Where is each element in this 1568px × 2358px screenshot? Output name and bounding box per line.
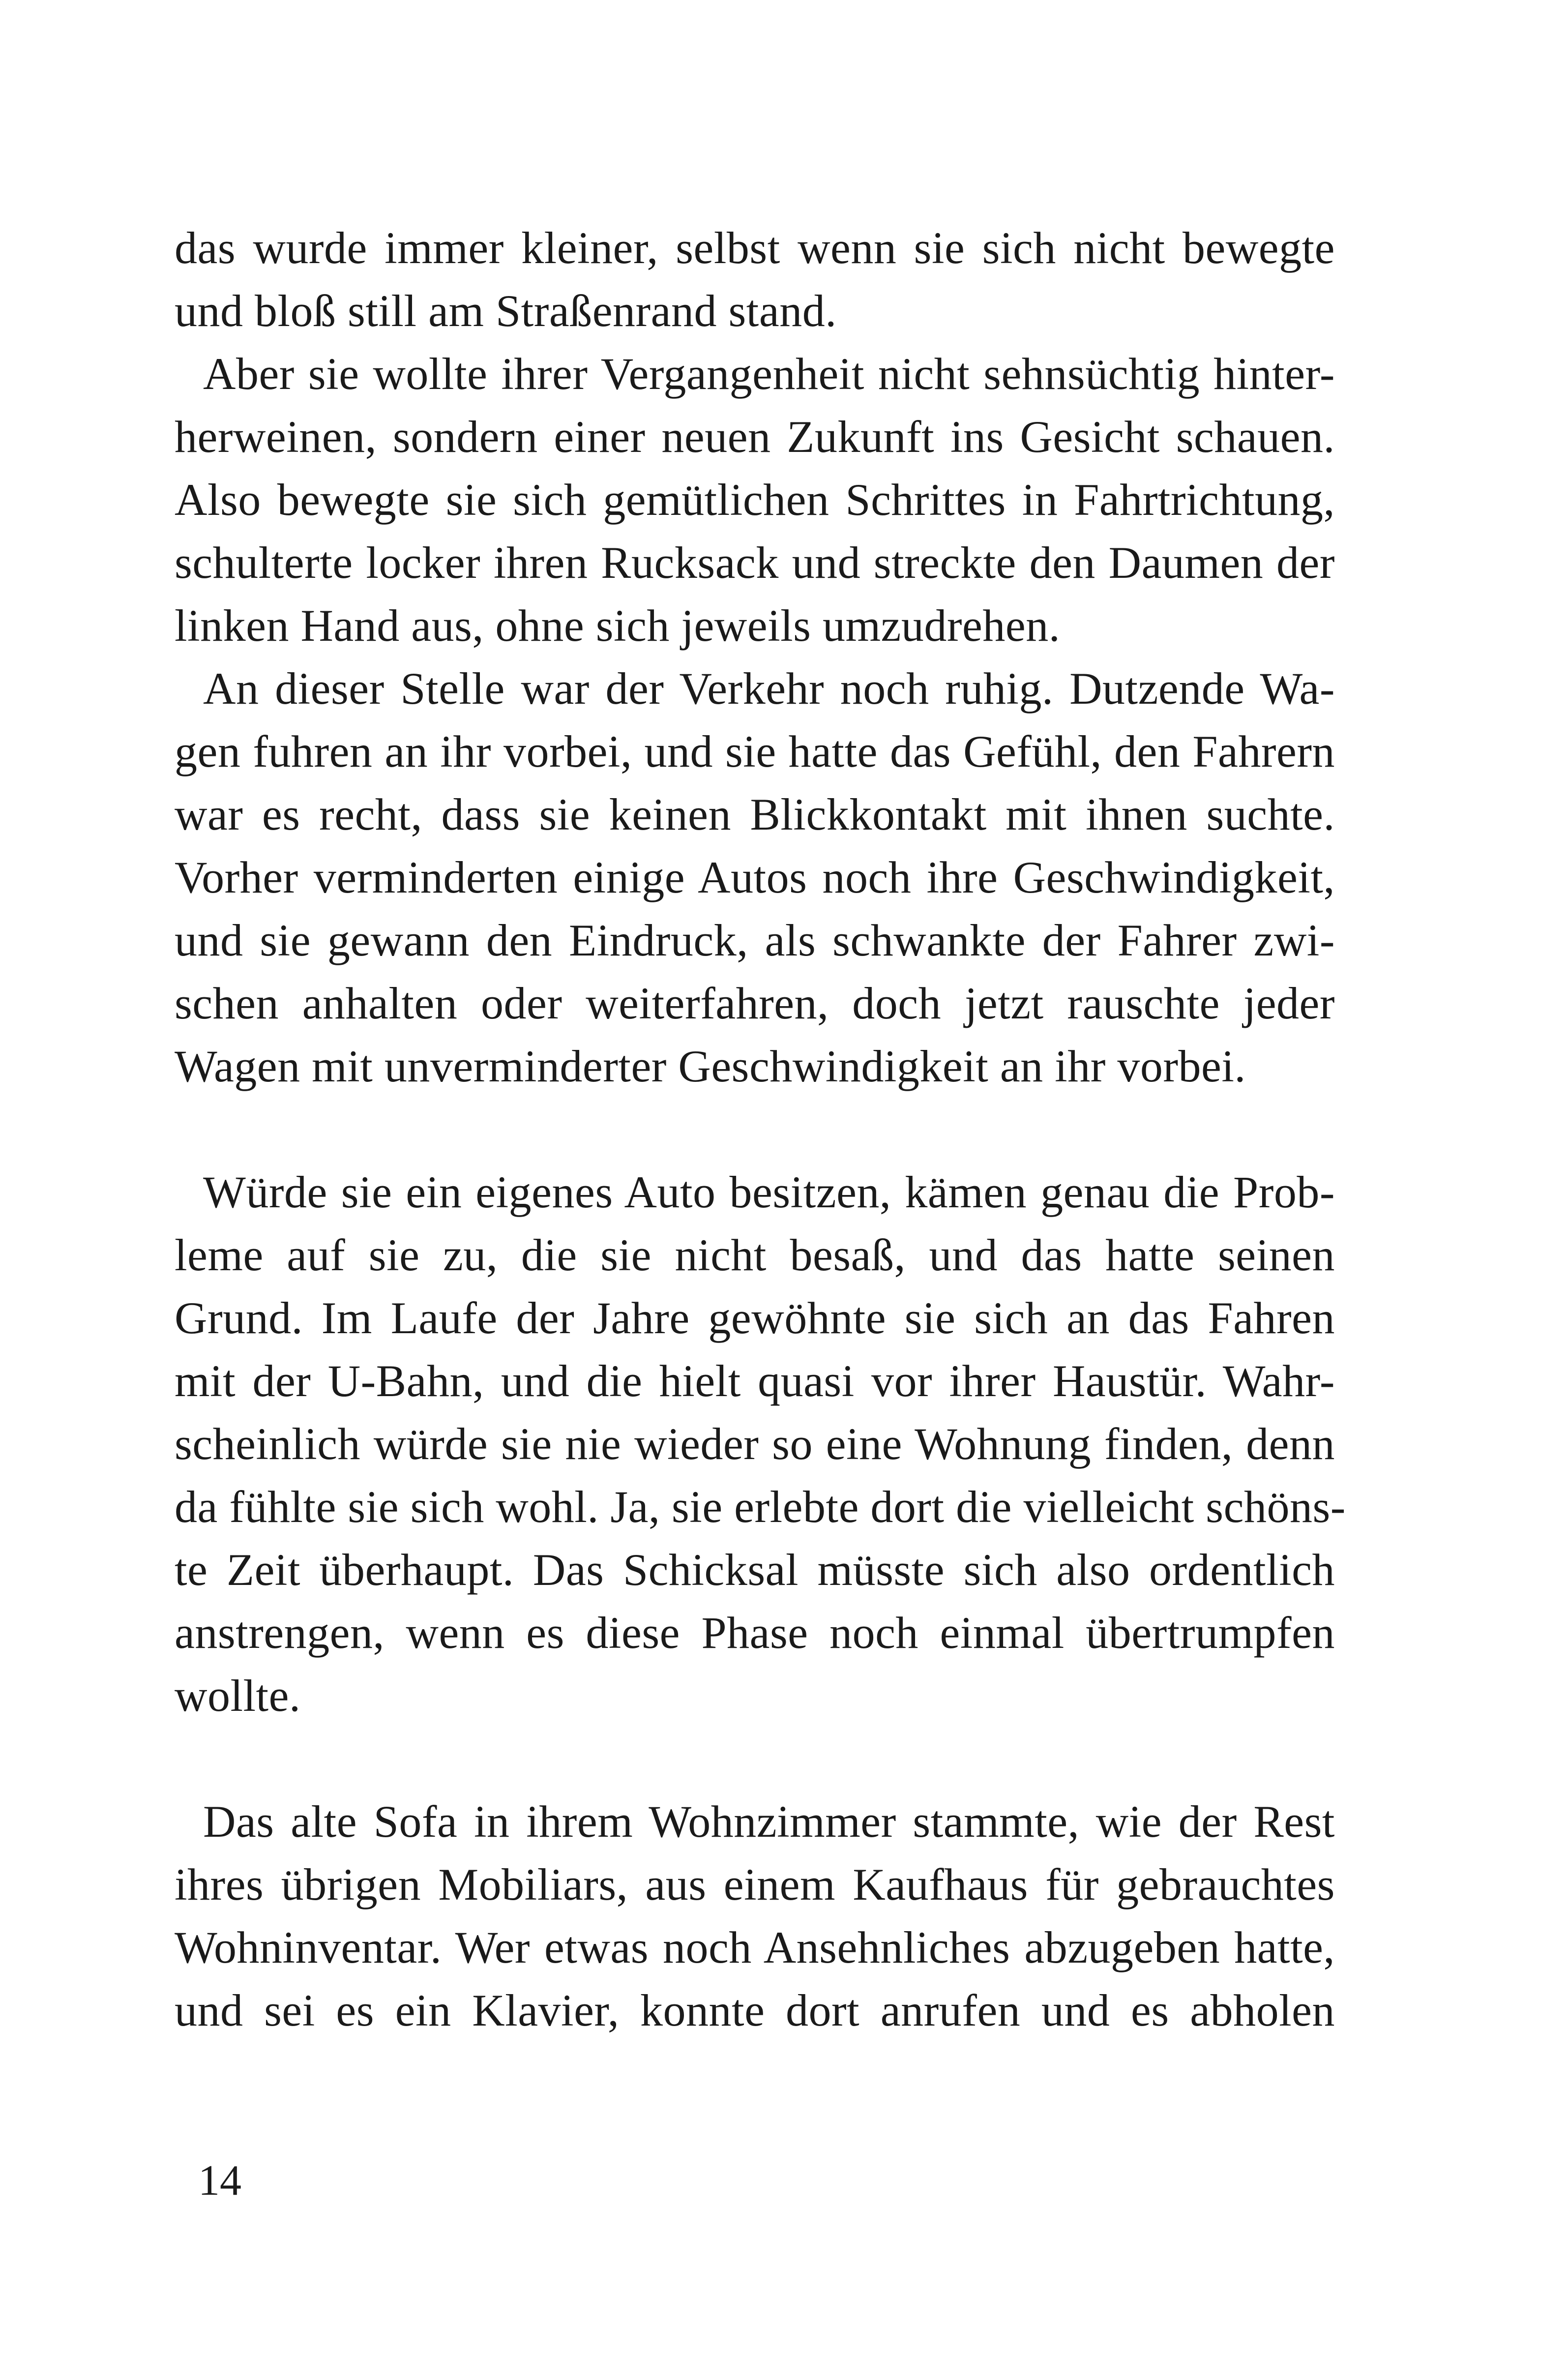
text-line: Das alte Sofa in ihrem Wohnzimmer stammte, wie der Rest <box>203 1796 1335 1847</box>
paragraph <box>175 216 1335 342</box>
paragraph <box>175 342 1335 657</box>
text-line: Wohninventar. Wer etwas noch Ansehnliches abzugeben hatte, <box>175 1922 1335 1972</box>
text-line: herweinen, sondern einer neuen Zukunft ins Gesicht schauen. <box>175 412 1335 462</box>
text-line: scheinlich würde sie nie wieder so eine Wohnung finden, denn <box>175 1419 1335 1469</box>
text-line: anstrengen, wenn es diese Phase noch einmal übertrumpfen <box>175 1608 1335 1658</box>
text-line: Also bewegte sie sich gemütlichen Schrittes in Fahrtrichtung, <box>175 475 1335 525</box>
paragraph <box>175 1161 1346 1727</box>
text-line: ihres übrigen Mobiliars, aus einem Kaufhaus für gebrauchtes <box>175 1859 1335 1910</box>
text-line: Wagen mit unverminderter Geschwindigkeit an ihr vorbei. <box>175 1041 1246 1091</box>
text-line: te Zeit überhaupt. Das Schicksal müsste sich also ordentlich <box>175 1545 1335 1595</box>
text-line: mit der U-Bahn, und die hielt quasi vor ihrer Haustür. Wahr- <box>175 1356 1335 1406</box>
section-break <box>175 1098 1335 1161</box>
text-line: schen anhalten oder weiterfahren, doch jetzt rauschte jeder <box>175 978 1335 1028</box>
body-text <box>175 216 1346 2042</box>
text-line: Grund. Im Laufe der Jahre gewöhnte sie sich an das Fahren <box>175 1293 1335 1343</box>
page-number: 14 <box>198 2157 241 2205</box>
text-line: Aber sie wollte ihrer Vergangenheit nicht sehnsüchtig hinter- <box>203 349 1335 399</box>
text-line: und bloß still am Straßenrand stand. <box>175 286 837 336</box>
paragraph <box>175 657 1335 1098</box>
paragraph <box>175 1790 1335 2042</box>
text-line: An dieser Stelle war der Verkehr noch ruhig. Dutzende Wa- <box>203 663 1335 714</box>
text-line: das wurde immer kleiner, selbst wenn sie sich nicht bewegte <box>175 223 1335 273</box>
text-line: linken Hand aus, ohne sich jeweils umzudrehen. <box>175 600 1061 651</box>
text-line: wollte. <box>175 1671 301 1721</box>
text-line: war es recht, dass sie keinen Blickkontakt mit ihnen suchte. <box>175 789 1335 839</box>
text-line: da fühlte sie sich wohl. Ja, sie erlebte dort die vielleicht schöns- <box>175 1482 1346 1532</box>
text-line: Vorher verminderten einige Autos noch ihre Geschwindigkeit, <box>175 852 1335 902</box>
text-line: gen fuhren an ihr vorbei, und sie hatte das Gefühl, den Fahrern <box>175 726 1335 776</box>
section-break <box>175 1727 1335 1790</box>
text-line: leme auf sie zu, die sie nicht besaß, und das hatte seinen <box>175 1230 1335 1280</box>
text-line: und sie gewann den Eindruck, als schwankte der Fahrer zwi- <box>175 915 1335 965</box>
text-line: und sei es ein Klavier, konnte dort anrufen und es abholen <box>175 1985 1335 2035</box>
text-line: Würde sie ein eigenes Auto besitzen, kämen genau die Prob- <box>203 1167 1335 1217</box>
text-line: schulterte locker ihren Rucksack und streckte den Daumen der <box>175 537 1335 588</box>
